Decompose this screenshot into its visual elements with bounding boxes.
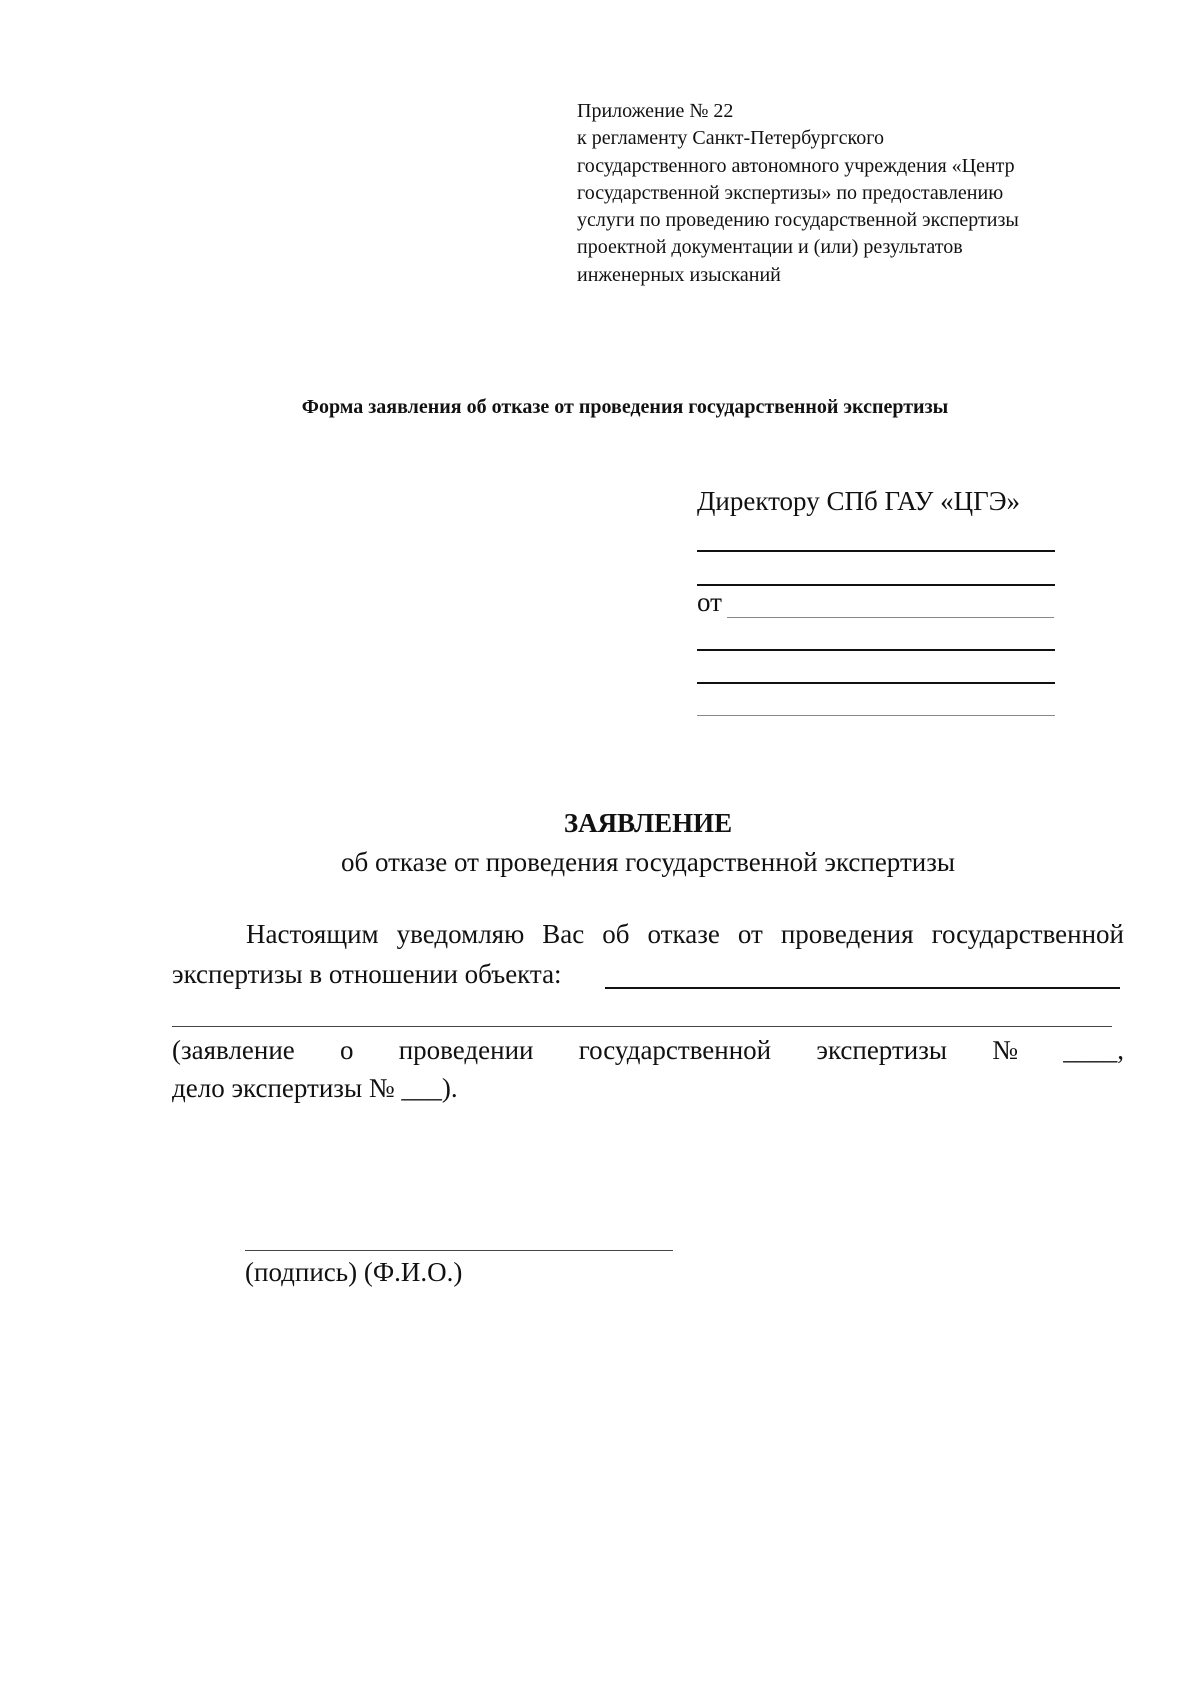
note-word: государственной [578,1035,772,1065]
signature-caption: (подпись) (Ф.И.О.) [245,1257,463,1287]
note-word: № [992,1035,1018,1065]
note-line: дело экспертизы № ___). [172,1073,458,1103]
object-continuation-line[interactable] [172,1026,1112,1027]
appendix-line: государственной экспертизы» по предоставлению [577,181,1004,204]
document-heading: ЗАЯВЛЕНИЕ [563,808,733,838]
signature-line[interactable] [245,1250,673,1251]
appendix-line: услуги по проведению государственной экспертизы [577,209,1019,232]
appendix-line: государственного автономного учреждения «Центр [577,154,1015,177]
note-word: экспертизы [816,1035,948,1065]
addressee-blank-line[interactable] [697,584,1055,586]
from-blank-line[interactable] [697,715,1055,716]
body-text-line: Настоящим уведомляю Вас об отказе от проведения государственной [246,919,1124,949]
body-text-line: экспертизы в отношении объекта: [172,959,562,989]
note-word: ____, [1063,1035,1124,1065]
document-subheading: об отказе от проведения государственной экспертизы [341,847,955,877]
addressee-director: Директору СПб ГАУ «ЦГЭ» [697,486,1021,516]
note-word: проведении [398,1035,534,1065]
from-label: от [697,587,722,617]
from-blank-line[interactable] [727,617,1054,618]
note-word: о [340,1035,354,1065]
appendix-line: к регламенту Санкт-Петербургского [577,127,884,150]
appendix-line: Приложение № 22 [577,100,734,122]
note-line [172,1035,1124,1066]
note-word: (заявление [172,1035,295,1065]
object-blank-line[interactable] [605,987,1120,989]
form-title: Форма заявления об отказе от проведения государственной экспертизы [301,396,949,418]
from-blank-line[interactable] [697,682,1055,684]
from-blank-line[interactable] [697,649,1055,651]
appendix-line: инженерных изысканий [577,263,781,286]
appendix-line: проектной документации и (или) результатов [577,236,963,259]
appendix-reference [577,98,1019,289]
addressee-blank-line[interactable] [697,550,1055,552]
